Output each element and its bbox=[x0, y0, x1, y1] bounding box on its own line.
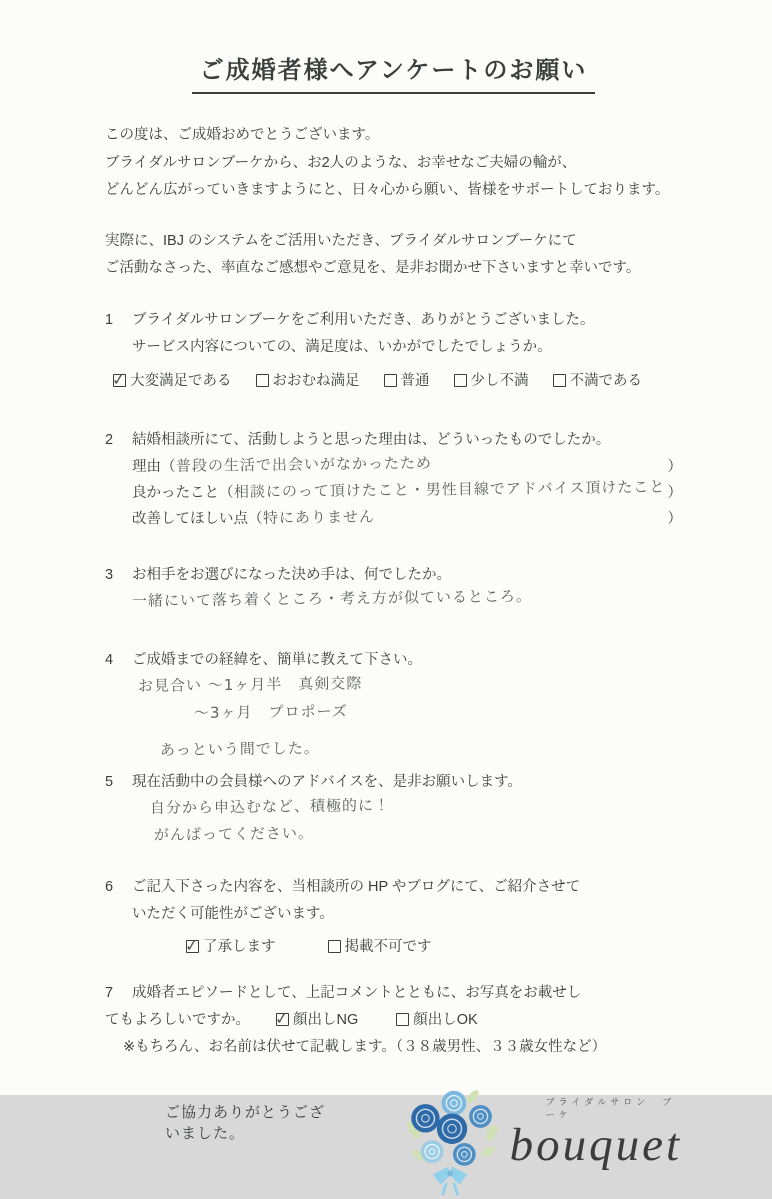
q2-reason-label: 理由（ bbox=[132, 458, 176, 475]
logo-text-block bbox=[510, 1095, 682, 1169]
q2-improve-close-paren: ） bbox=[667, 510, 682, 527]
question-2-number: 2 bbox=[105, 431, 114, 448]
q7-option-face-ng: ✓ 顔出しNG bbox=[276, 1007, 358, 1034]
q1-options-row bbox=[113, 368, 682, 395]
intro1-line1: この度は、ご成婚おめでとうございます。 bbox=[105, 127, 380, 143]
intro2-line1: 実際に、IBJ のシステムをご活用いただき、ブライダルサロンブーケにて bbox=[105, 232, 577, 249]
question-7 bbox=[105, 980, 682, 1061]
q2-good-handwriting: 相談にのって頂けたこと・男性目線でアドバイス頂けたこと bbox=[233, 477, 665, 501]
page-title: ご成婚者様へアンケートのお願い bbox=[192, 50, 596, 94]
q6-options-row bbox=[186, 934, 682, 961]
question-5 bbox=[105, 769, 682, 850]
q7-line2-row bbox=[105, 1007, 682, 1034]
checkbox-checked-icon bbox=[276, 1013, 289, 1026]
rose-top bbox=[441, 1090, 466, 1115]
q2-reason-handwriting: 普段の生活で出会いがなかったため bbox=[175, 453, 432, 475]
rose-left bbox=[411, 1104, 439, 1132]
q4-answer-line3-handwriting: あっという間でした。 bbox=[159, 738, 320, 759]
question-3-number: 3 bbox=[105, 566, 114, 583]
q5-answer-line2-handwriting: がんばってください。 bbox=[153, 823, 315, 844]
checkbox-icon bbox=[454, 374, 467, 387]
q4-answer-line2-handwriting: ～3ヶ月 プロポーズ bbox=[193, 701, 348, 722]
q1-option-neutral: 普通 bbox=[384, 368, 430, 395]
q2-good-row bbox=[132, 477, 682, 506]
question-4-number: 4 bbox=[105, 651, 114, 668]
q2-improve-row bbox=[132, 506, 682, 532]
question-7-line2: てもよろしいですか。 bbox=[105, 1011, 250, 1028]
question-5-line1: 現在活動中の会員様へのアドバイスを、是非お願いします。 bbox=[132, 773, 522, 790]
rose-bottom-right bbox=[453, 1143, 476, 1166]
q1-option-slightly-dissatisfied: 少し不満 bbox=[454, 368, 529, 395]
rose-center bbox=[436, 1113, 466, 1143]
q5-answer-line1-handwriting: 自分から申込むなど、積極的に！ bbox=[149, 795, 391, 817]
question-1-line2: サービス内容についての、満足度は、いかがでしたでしょうか。 bbox=[132, 338, 552, 355]
q1-option-very-satisfied: ✓大変満足である bbox=[113, 368, 232, 395]
question-6-line1: ご記入下さった内容を、当相談所の HP やブログにて、ご紹介させて bbox=[132, 878, 581, 895]
checkbox-icon bbox=[553, 374, 566, 387]
checkbox-icon bbox=[384, 374, 397, 387]
intro1-line2: ブライダルサロンブーケから、お2人のような、お幸せなご夫婦の輪が、 bbox=[105, 154, 577, 171]
checkbox-checked-icon bbox=[113, 374, 126, 387]
q4-answer-line1-handwriting: お見合い ～1ヶ月半 真剣交際 bbox=[137, 673, 363, 695]
intro2-line2: ご活動なさった、率直なご感想やご意見を、是非お聞かせ下さいますと幸いです。 bbox=[105, 260, 641, 276]
checkbox-icon bbox=[256, 374, 269, 387]
question-6-line2: いただく可能性がございます。 bbox=[132, 905, 334, 922]
question-2 bbox=[105, 427, 682, 532]
title-wrap bbox=[105, 50, 682, 94]
footer bbox=[105, 1087, 682, 1199]
q1-option-dissatisfied: 不満である bbox=[553, 368, 643, 395]
checkbox-checked-icon bbox=[186, 940, 199, 953]
question-7-number: 7 bbox=[105, 984, 114, 1001]
q3-answer-handwriting: 一緒にいて落ち着くところ・考え方が似ているところ。 bbox=[131, 586, 533, 610]
question-4 bbox=[105, 647, 682, 765]
checkbox-icon bbox=[396, 1013, 409, 1026]
question-6-number: 6 bbox=[105, 878, 114, 895]
intro-paragraph-2 bbox=[105, 228, 682, 283]
checkbox-icon bbox=[328, 940, 341, 953]
question-1-line1: ブライダルサロンブーケをご利用いただき、ありがとうございました。 bbox=[132, 311, 595, 328]
intro-paragraph-1 bbox=[105, 122, 682, 205]
question-5-number: 5 bbox=[105, 773, 114, 790]
question-6 bbox=[105, 874, 682, 961]
question-3 bbox=[105, 562, 682, 616]
rose-right bbox=[469, 1105, 492, 1128]
question-1 bbox=[105, 307, 682, 395]
intro1-line3: どんどん広がっていきますようにと、日々心から願い、皆様をサポートしております。 bbox=[105, 182, 670, 198]
q7-note: ※もちろん、お名前は伏せて記載します。（３８歳男性、３３歳女性など） bbox=[123, 1038, 607, 1055]
question-4-line1: ご成婚までの経緯を、簡単に教えて下さい。 bbox=[132, 651, 422, 668]
bouquet-roses bbox=[411, 1090, 492, 1165]
q7-option-face-ok: 顔出しOK bbox=[396, 1007, 477, 1034]
question-7-line1: 成婚者エピソードとして、上記コメントとともに、お写真をお載せし bbox=[132, 984, 582, 1001]
ribbon-bow bbox=[433, 1166, 467, 1194]
question-3-line1: お相手をお選びになった決め手は、何でしたか。 bbox=[132, 566, 451, 583]
thanks-text: ご協力ありがとうございました。 bbox=[165, 1103, 326, 1142]
q1-option-mostly-satisfied: おおむね満足 bbox=[256, 368, 360, 395]
q2-reason-close-paren: ） bbox=[667, 458, 682, 475]
salon-logo bbox=[404, 1087, 682, 1199]
q2-improve-label: 改善してほしい点（ bbox=[132, 510, 263, 527]
question-2-line1: 結婚相談所にて、活動しようと思った理由は、どういったものでしたか。 bbox=[132, 431, 611, 448]
q6-option-consent: ✓了承します bbox=[186, 934, 276, 961]
q2-good-close-paren: ） bbox=[667, 484, 682, 501]
q2-good-label: 良かったこと（ bbox=[132, 484, 234, 501]
logo-wordmark: bouquet bbox=[509, 1118, 682, 1171]
q6-option-no-publish: 掲載不可です bbox=[328, 934, 432, 961]
rose-bouquet-icon bbox=[404, 1087, 500, 1199]
q2-improve-handwriting: 特にありません bbox=[262, 507, 375, 527]
rose-bottom-left bbox=[420, 1140, 443, 1163]
logo-kana-text: ブライダルサロン ブーケ bbox=[545, 1096, 676, 1120]
question-1-number: 1 bbox=[105, 311, 114, 328]
